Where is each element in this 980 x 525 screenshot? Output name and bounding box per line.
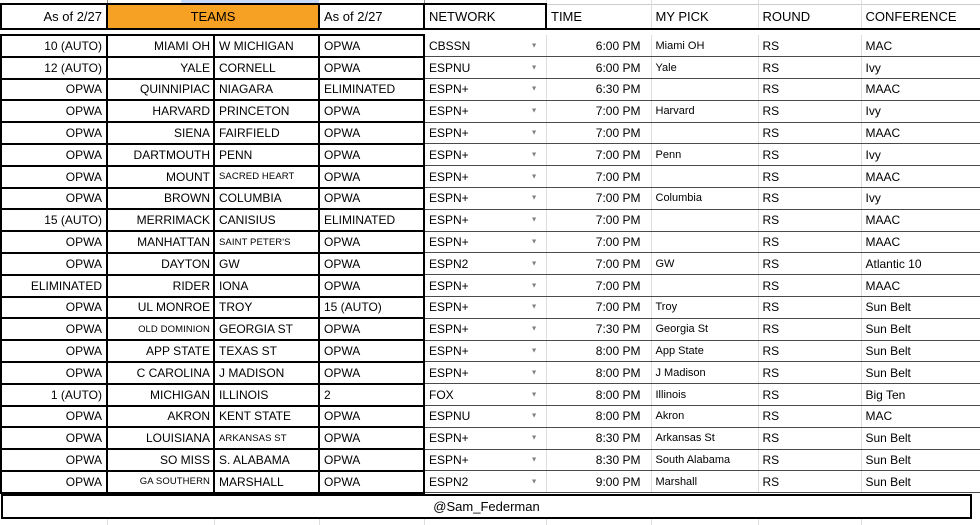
cell-team-away: ARKANSAS ST — [214, 427, 319, 449]
dropdown-arrow-icon[interactable]: ▼ — [530, 282, 538, 290]
dropdown-arrow-icon[interactable]: ▼ — [530, 151, 538, 159]
cell-network-dropdown[interactable] — [424, 362, 546, 384]
dropdown-arrow-icon[interactable]: ▼ — [530, 238, 538, 246]
cell-team-home: YALE — [107, 57, 214, 79]
cell-round: RS — [758, 188, 861, 210]
table-row — [1, 275, 980, 297]
cell-round: RS — [758, 406, 861, 428]
cell-network-dropdown[interactable] — [424, 79, 546, 101]
bottom-sliver-cell — [861, 519, 980, 525]
cell-seed-status-right: OPWA — [319, 253, 424, 275]
highlight-fill — [181, 0, 214, 3]
header-time: TIME — [546, 4, 651, 29]
cell-network-dropdown[interactable] — [424, 100, 546, 122]
cell-team-away: COLUMBIA — [214, 188, 319, 210]
table-row — [1, 297, 980, 319]
cell-seed-status-right: OPWA — [319, 231, 424, 253]
cell-seed-status-left: OPWA — [1, 471, 107, 493]
cell-seed-status-right: OPWA — [319, 57, 424, 79]
dropdown-arrow-icon[interactable]: ▼ — [530, 64, 538, 72]
cell-conference: Ivy — [861, 100, 980, 122]
cell-my-pick: Yale — [651, 57, 758, 79]
cell-conference: MAAC — [861, 209, 980, 231]
cell-seed-status-left: OPWA — [1, 340, 107, 362]
cell-team-home: QUINNIPIAC — [107, 79, 214, 101]
cell-team-home: GA SOUTHERN — [107, 471, 214, 493]
network-label: ESPN+ — [429, 126, 469, 141]
header-network: NETWORK — [424, 4, 546, 29]
cell-team-away: KENT STATE — [214, 406, 319, 428]
cell-round: RS — [758, 100, 861, 122]
cell-time: 8:30 PM — [546, 449, 651, 471]
dropdown-arrow-icon[interactable]: ▼ — [530, 369, 538, 377]
cell-team-away: S. ALABAMA — [214, 449, 319, 471]
cell-team-home: BROWN — [107, 188, 214, 210]
network-label: ESPN+ — [429, 322, 469, 337]
cell-seed-status-right: OPWA — [319, 166, 424, 188]
cell-team-home: UL MONROE — [107, 297, 214, 319]
cell-conference: MAC — [861, 35, 980, 57]
cell-conference: MAAC — [861, 122, 980, 144]
dropdown-arrow-icon[interactable]: ▼ — [530, 391, 538, 399]
cell-time: 7:00 PM — [546, 231, 651, 253]
cell-round: RS — [758, 35, 861, 57]
cell-time: 9:00 PM — [546, 471, 651, 493]
cell-my-pick — [651, 122, 758, 144]
network-label: ESPN+ — [429, 147, 469, 162]
cell-team-home: SIENA — [107, 122, 214, 144]
cell-team-home: OLD DOMINION — [107, 318, 214, 340]
cell-team-away: GEORGIA ST — [214, 318, 319, 340]
cell-seed-status-right: 2 — [319, 384, 424, 406]
top-sliver-cell — [107, 0, 214, 4]
cell-seed-status-right: ELIMINATED — [319, 209, 424, 231]
cell-my-pick: GW — [651, 253, 758, 275]
cell-seed-status-right: OPWA — [319, 406, 424, 428]
cell-conference: Sun Belt — [861, 427, 980, 449]
cell-time: 8:30 PM — [546, 427, 651, 449]
dropdown-arrow-icon[interactable]: ▼ — [530, 478, 538, 486]
cell-team-home: MERRIMACK — [107, 209, 214, 231]
dropdown-arrow-icon[interactable]: ▼ — [530, 216, 538, 224]
cell-network-dropdown[interactable] — [424, 166, 546, 188]
cell-my-pick — [651, 209, 758, 231]
cell-my-pick: Troy — [651, 297, 758, 319]
network-label: ESPN+ — [429, 169, 469, 184]
cell-team-away: SAINT PETER'S — [214, 231, 319, 253]
cell-team-away: GW — [214, 253, 319, 275]
network-label: ESPNU — [429, 409, 471, 424]
network-label: ESPN+ — [429, 82, 469, 97]
cell-round: RS — [758, 231, 861, 253]
cell-round: RS — [758, 253, 861, 275]
network-label: FOX — [429, 387, 454, 402]
dropdown-arrow-icon[interactable]: ▼ — [530, 42, 538, 50]
cell-time: 8:00 PM — [546, 340, 651, 362]
table-row — [1, 100, 980, 122]
footer-cell — [1, 493, 980, 519]
cell-round: RS — [758, 318, 861, 340]
cell-team-home: SO MISS — [107, 449, 214, 471]
cell-seed-status-right: OPWA — [319, 362, 424, 384]
cell-team-home: RIDER — [107, 275, 214, 297]
cell-round: RS — [758, 57, 861, 79]
cell-seed-status-left: OPWA — [1, 406, 107, 428]
credit-box — [1, 494, 972, 519]
cell-conference: Sun Belt — [861, 318, 980, 340]
cell-seed-status-left: OPWA — [1, 362, 107, 384]
cell-my-pick: Harvard — [651, 100, 758, 122]
table-row — [1, 253, 980, 275]
cell-team-away: SACRED HEART — [214, 166, 319, 188]
cell-seed-status-left: OPWA — [1, 79, 107, 101]
header-row — [1, 4, 980, 29]
cell-round: RS — [758, 122, 861, 144]
cell-team-home: APP STATE — [107, 340, 214, 362]
cell-time: 7:00 PM — [546, 100, 651, 122]
cell-seed-status-left: OPWA — [1, 297, 107, 319]
table-row — [1, 471, 980, 493]
cell-seed-status-right: OPWA — [319, 471, 424, 493]
cell-network-dropdown[interactable] — [424, 253, 546, 275]
cell-round: RS — [758, 209, 861, 231]
cell-team-away: CORNELL — [214, 57, 319, 79]
cell-round: RS — [758, 449, 861, 471]
network-label: CBSSN — [429, 38, 471, 53]
network-label: ESPN+ — [429, 104, 469, 119]
header-conference: CONFERENCE — [861, 4, 980, 29]
cell-seed-status-right: OPWA — [319, 318, 424, 340]
network-label: ESPN2 — [429, 256, 469, 271]
cell-conference: Big Ten — [861, 384, 980, 406]
dropdown-arrow-icon[interactable]: ▼ — [530, 107, 538, 115]
cell-time: 7:00 PM — [546, 209, 651, 231]
cell-network-dropdown[interactable] — [424, 340, 546, 362]
bottom-sliver-cell — [214, 519, 319, 525]
cell-team-away: IONA — [214, 275, 319, 297]
bottom-partial-row — [1, 519, 980, 525]
cell-conference: Sun Belt — [861, 449, 980, 471]
cell-seed-status-right: OPWA — [319, 275, 424, 297]
dropdown-arrow-icon[interactable]: ▼ — [530, 456, 538, 464]
cell-seed-status-left: OPWA — [1, 427, 107, 449]
cell-my-pick: Penn — [651, 144, 758, 166]
network-label: ESPN+ — [429, 191, 469, 206]
cell-my-pick: Miami OH — [651, 35, 758, 57]
dropdown-arrow-icon[interactable]: ▼ — [530, 434, 538, 442]
cell-seed-status-right: OPWA — [319, 340, 424, 362]
table-row — [1, 144, 980, 166]
cell-seed-status-right: OPWA — [319, 100, 424, 122]
dropdown-arrow-icon[interactable]: ▼ — [530, 260, 538, 268]
footer-row — [1, 493, 980, 519]
cell-conference: MAAC — [861, 166, 980, 188]
table-row — [1, 384, 980, 406]
table-row — [1, 340, 980, 362]
cell-team-away: NIAGARA — [214, 79, 319, 101]
table-row — [1, 427, 980, 449]
dropdown-arrow-icon[interactable]: ▼ — [530, 85, 538, 93]
cell-team-home: LOUISIANA — [107, 427, 214, 449]
cell-team-away: TEXAS ST — [214, 340, 319, 362]
table-row — [1, 209, 980, 231]
network-label: ESPN+ — [429, 213, 469, 228]
cell-network-dropdown[interactable] — [424, 231, 546, 253]
cell-network-dropdown[interactable] — [424, 406, 546, 428]
cell-my-pick: Illinois — [651, 384, 758, 406]
cell-network-dropdown[interactable] — [424, 144, 546, 166]
cell-round: RS — [758, 362, 861, 384]
cell-time: 8:00 PM — [546, 406, 651, 428]
bottom-sliver-cell — [319, 519, 424, 525]
cell-team-home: MIAMI OH — [107, 35, 214, 57]
cell-round: RS — [758, 297, 861, 319]
cell-team-home: DAYTON — [107, 253, 214, 275]
cell-conference: MAAC — [861, 275, 980, 297]
table-row — [1, 35, 980, 57]
cell-round: RS — [758, 166, 861, 188]
cell-time: 7:00 PM — [546, 122, 651, 144]
header-my-pick: MY PICK — [651, 4, 758, 29]
cell-conference: Ivy — [861, 144, 980, 166]
cell-network-dropdown[interactable] — [424, 35, 546, 57]
dropdown-arrow-icon[interactable]: ▼ — [530, 303, 538, 311]
cell-seed-status-left: 1 (AUTO) — [1, 384, 107, 406]
cell-time: 6:00 PM — [546, 57, 651, 79]
cell-round: RS — [758, 340, 861, 362]
cell-my-pick: Columbia — [651, 188, 758, 210]
cell-team-away: PRINCETON — [214, 100, 319, 122]
cell-team-home: MANHATTAN — [107, 231, 214, 253]
cell-seed-status-left: OPWA — [1, 318, 107, 340]
cell-conference: Ivy — [861, 57, 980, 79]
cell-round: RS — [758, 275, 861, 297]
cell-time: 8:00 PM — [546, 384, 651, 406]
table-row — [1, 57, 980, 79]
dropdown-arrow-icon[interactable]: ▼ — [530, 347, 538, 355]
cell-team-away: FAIRFIELD — [214, 122, 319, 144]
cell-team-home: DARTMOUTH — [107, 144, 214, 166]
bottom-sliver-cell — [651, 519, 758, 525]
cell-network-dropdown[interactable] — [424, 122, 546, 144]
table-row — [1, 188, 980, 210]
table-row — [1, 122, 980, 144]
cell-round: RS — [758, 79, 861, 101]
cell-team-home: MICHIGAN — [107, 384, 214, 406]
cell-seed-status-right: OPWA — [319, 427, 424, 449]
cell-my-pick: Marshall — [651, 471, 758, 493]
cell-round: RS — [758, 144, 861, 166]
cell-seed-status-right: OPWA — [319, 144, 424, 166]
cell-team-away: PENN — [214, 144, 319, 166]
cell-team-away: MARSHALL — [214, 471, 319, 493]
cell-conference: Sun Belt — [861, 297, 980, 319]
cell-time: 6:30 PM — [546, 79, 651, 101]
cell-conference: Sun Belt — [861, 362, 980, 384]
cell-time: 7:30 PM — [546, 318, 651, 340]
cell-seed-status-left: OPWA — [1, 253, 107, 275]
cell-team-away: J MADISON — [214, 362, 319, 384]
bottom-sliver-cell — [758, 519, 861, 525]
cell-time: 6:00 PM — [546, 35, 651, 57]
cell-network-dropdown[interactable] — [424, 209, 546, 231]
network-label: ESPN+ — [429, 453, 469, 468]
cell-seed-status-left: OPWA — [1, 188, 107, 210]
cell-seed-status-right: OPWA — [319, 449, 424, 471]
credit-handle: @Sam_Federman — [433, 498, 540, 514]
header-teams: TEAMS — [107, 4, 319, 29]
cell-network-dropdown[interactable] — [424, 384, 546, 406]
cell-seed-status-left: 15 (AUTO) — [1, 209, 107, 231]
cell-seed-status-left: 10 (AUTO) — [1, 35, 107, 57]
cell-my-pick: Georgia St — [651, 318, 758, 340]
cell-seed-status-right: OPWA — [319, 35, 424, 57]
cell-time: 7:00 PM — [546, 275, 651, 297]
table-row — [1, 79, 980, 101]
cell-seed-status-right: 15 (AUTO) — [319, 297, 424, 319]
network-label: ESPN2 — [429, 474, 469, 489]
cell-team-away: W MICHIGAN — [214, 35, 319, 57]
cell-seed-status-left: OPWA — [1, 166, 107, 188]
cell-network-dropdown[interactable] — [424, 297, 546, 319]
cell-conference: Sun Belt — [861, 340, 980, 362]
cell-my-pick — [651, 275, 758, 297]
dropdown-arrow-icon[interactable]: ▼ — [530, 412, 538, 420]
cell-conference: Atlantic 10 — [861, 253, 980, 275]
bottom-sliver-cell — [107, 519, 214, 525]
header-round: ROUND — [758, 4, 861, 29]
cell-my-pick: South Alabama — [651, 449, 758, 471]
cell-round: RS — [758, 427, 861, 449]
cell-conference: MAC — [861, 406, 980, 428]
network-label: ESPN+ — [429, 300, 469, 315]
cell-team-home: MOUNT — [107, 166, 214, 188]
cell-conference: MAAC — [861, 79, 980, 101]
header-as-of-right: As of 2/27 — [319, 4, 424, 29]
cell-network-dropdown[interactable] — [424, 57, 546, 79]
table-row — [1, 362, 980, 384]
table-row — [1, 449, 980, 471]
cell-my-pick: Akron — [651, 406, 758, 428]
cell-time: 7:00 PM — [546, 188, 651, 210]
dropdown-arrow-icon[interactable]: ▼ — [530, 194, 538, 202]
cell-seed-status-right: ELIMINATED — [319, 79, 424, 101]
cell-my-pick: App State — [651, 340, 758, 362]
cell-round: RS — [758, 471, 861, 493]
cell-time: 8:00 PM — [546, 362, 651, 384]
bottom-sliver-cell — [546, 519, 651, 525]
cell-network-dropdown[interactable] — [424, 275, 546, 297]
cell-network-dropdown[interactable] — [424, 471, 546, 493]
bottom-sliver-cell — [1, 519, 107, 525]
cell-team-away: CANISIUS — [214, 209, 319, 231]
cell-seed-status-left: OPWA — [1, 231, 107, 253]
cell-network-dropdown[interactable] — [424, 188, 546, 210]
network-label: ESPN+ — [429, 344, 469, 359]
cell-seed-status-left: 12 (AUTO) — [1, 57, 107, 79]
cell-team-home: HARVARD — [107, 100, 214, 122]
cell-seed-status-left: ELIMINATED — [1, 275, 107, 297]
network-label: ESPN+ — [429, 235, 469, 250]
cell-time: 7:00 PM — [546, 297, 651, 319]
header-as-of-left: As of 2/27 — [1, 4, 107, 29]
dropdown-arrow-icon[interactable]: ▼ — [530, 325, 538, 333]
cell-seed-status-left: OPWA — [1, 122, 107, 144]
cell-time: 7:00 PM — [546, 144, 651, 166]
cell-time: 7:00 PM — [546, 253, 651, 275]
cell-team-home: C CAROLINA — [107, 362, 214, 384]
network-label: ESPNU — [429, 60, 471, 75]
cell-my-pick — [651, 166, 758, 188]
network-label: ESPN+ — [429, 278, 469, 293]
network-label: ESPN+ — [429, 365, 469, 380]
cell-my-pick: Arkansas St — [651, 427, 758, 449]
table-row — [1, 166, 980, 188]
table-row — [1, 231, 980, 253]
cell-network-dropdown[interactable] — [424, 318, 546, 340]
cell-my-pick — [651, 79, 758, 101]
cell-seed-status-left: OPWA — [1, 449, 107, 471]
dropdown-arrow-icon[interactable]: ▼ — [530, 173, 538, 181]
cell-conference: Ivy — [861, 188, 980, 210]
cell-round: RS — [758, 384, 861, 406]
cell-team-away: ILLINOIS — [214, 384, 319, 406]
cell-my-pick — [651, 231, 758, 253]
cell-seed-status-left: OPWA — [1, 100, 107, 122]
cell-network-dropdown[interactable] — [424, 449, 546, 471]
bottom-sliver-cell — [424, 519, 546, 525]
cell-conference: Sun Belt — [861, 471, 980, 493]
cell-seed-status-left: OPWA — [1, 144, 107, 166]
network-label: ESPN+ — [429, 431, 469, 446]
cell-network-dropdown[interactable] — [424, 427, 546, 449]
dropdown-arrow-icon[interactable]: ▼ — [530, 129, 538, 137]
cell-time: 7:00 PM — [546, 166, 651, 188]
cell-seed-status-right: OPWA — [319, 122, 424, 144]
cell-my-pick: J Madison — [651, 362, 758, 384]
cell-conference: MAAC — [861, 231, 980, 253]
table-row — [1, 406, 980, 428]
cell-team-home: AKRON — [107, 406, 214, 428]
cell-team-away: TROY — [214, 297, 319, 319]
table-row — [1, 318, 980, 340]
cell-seed-status-right: OPWA — [319, 188, 424, 210]
